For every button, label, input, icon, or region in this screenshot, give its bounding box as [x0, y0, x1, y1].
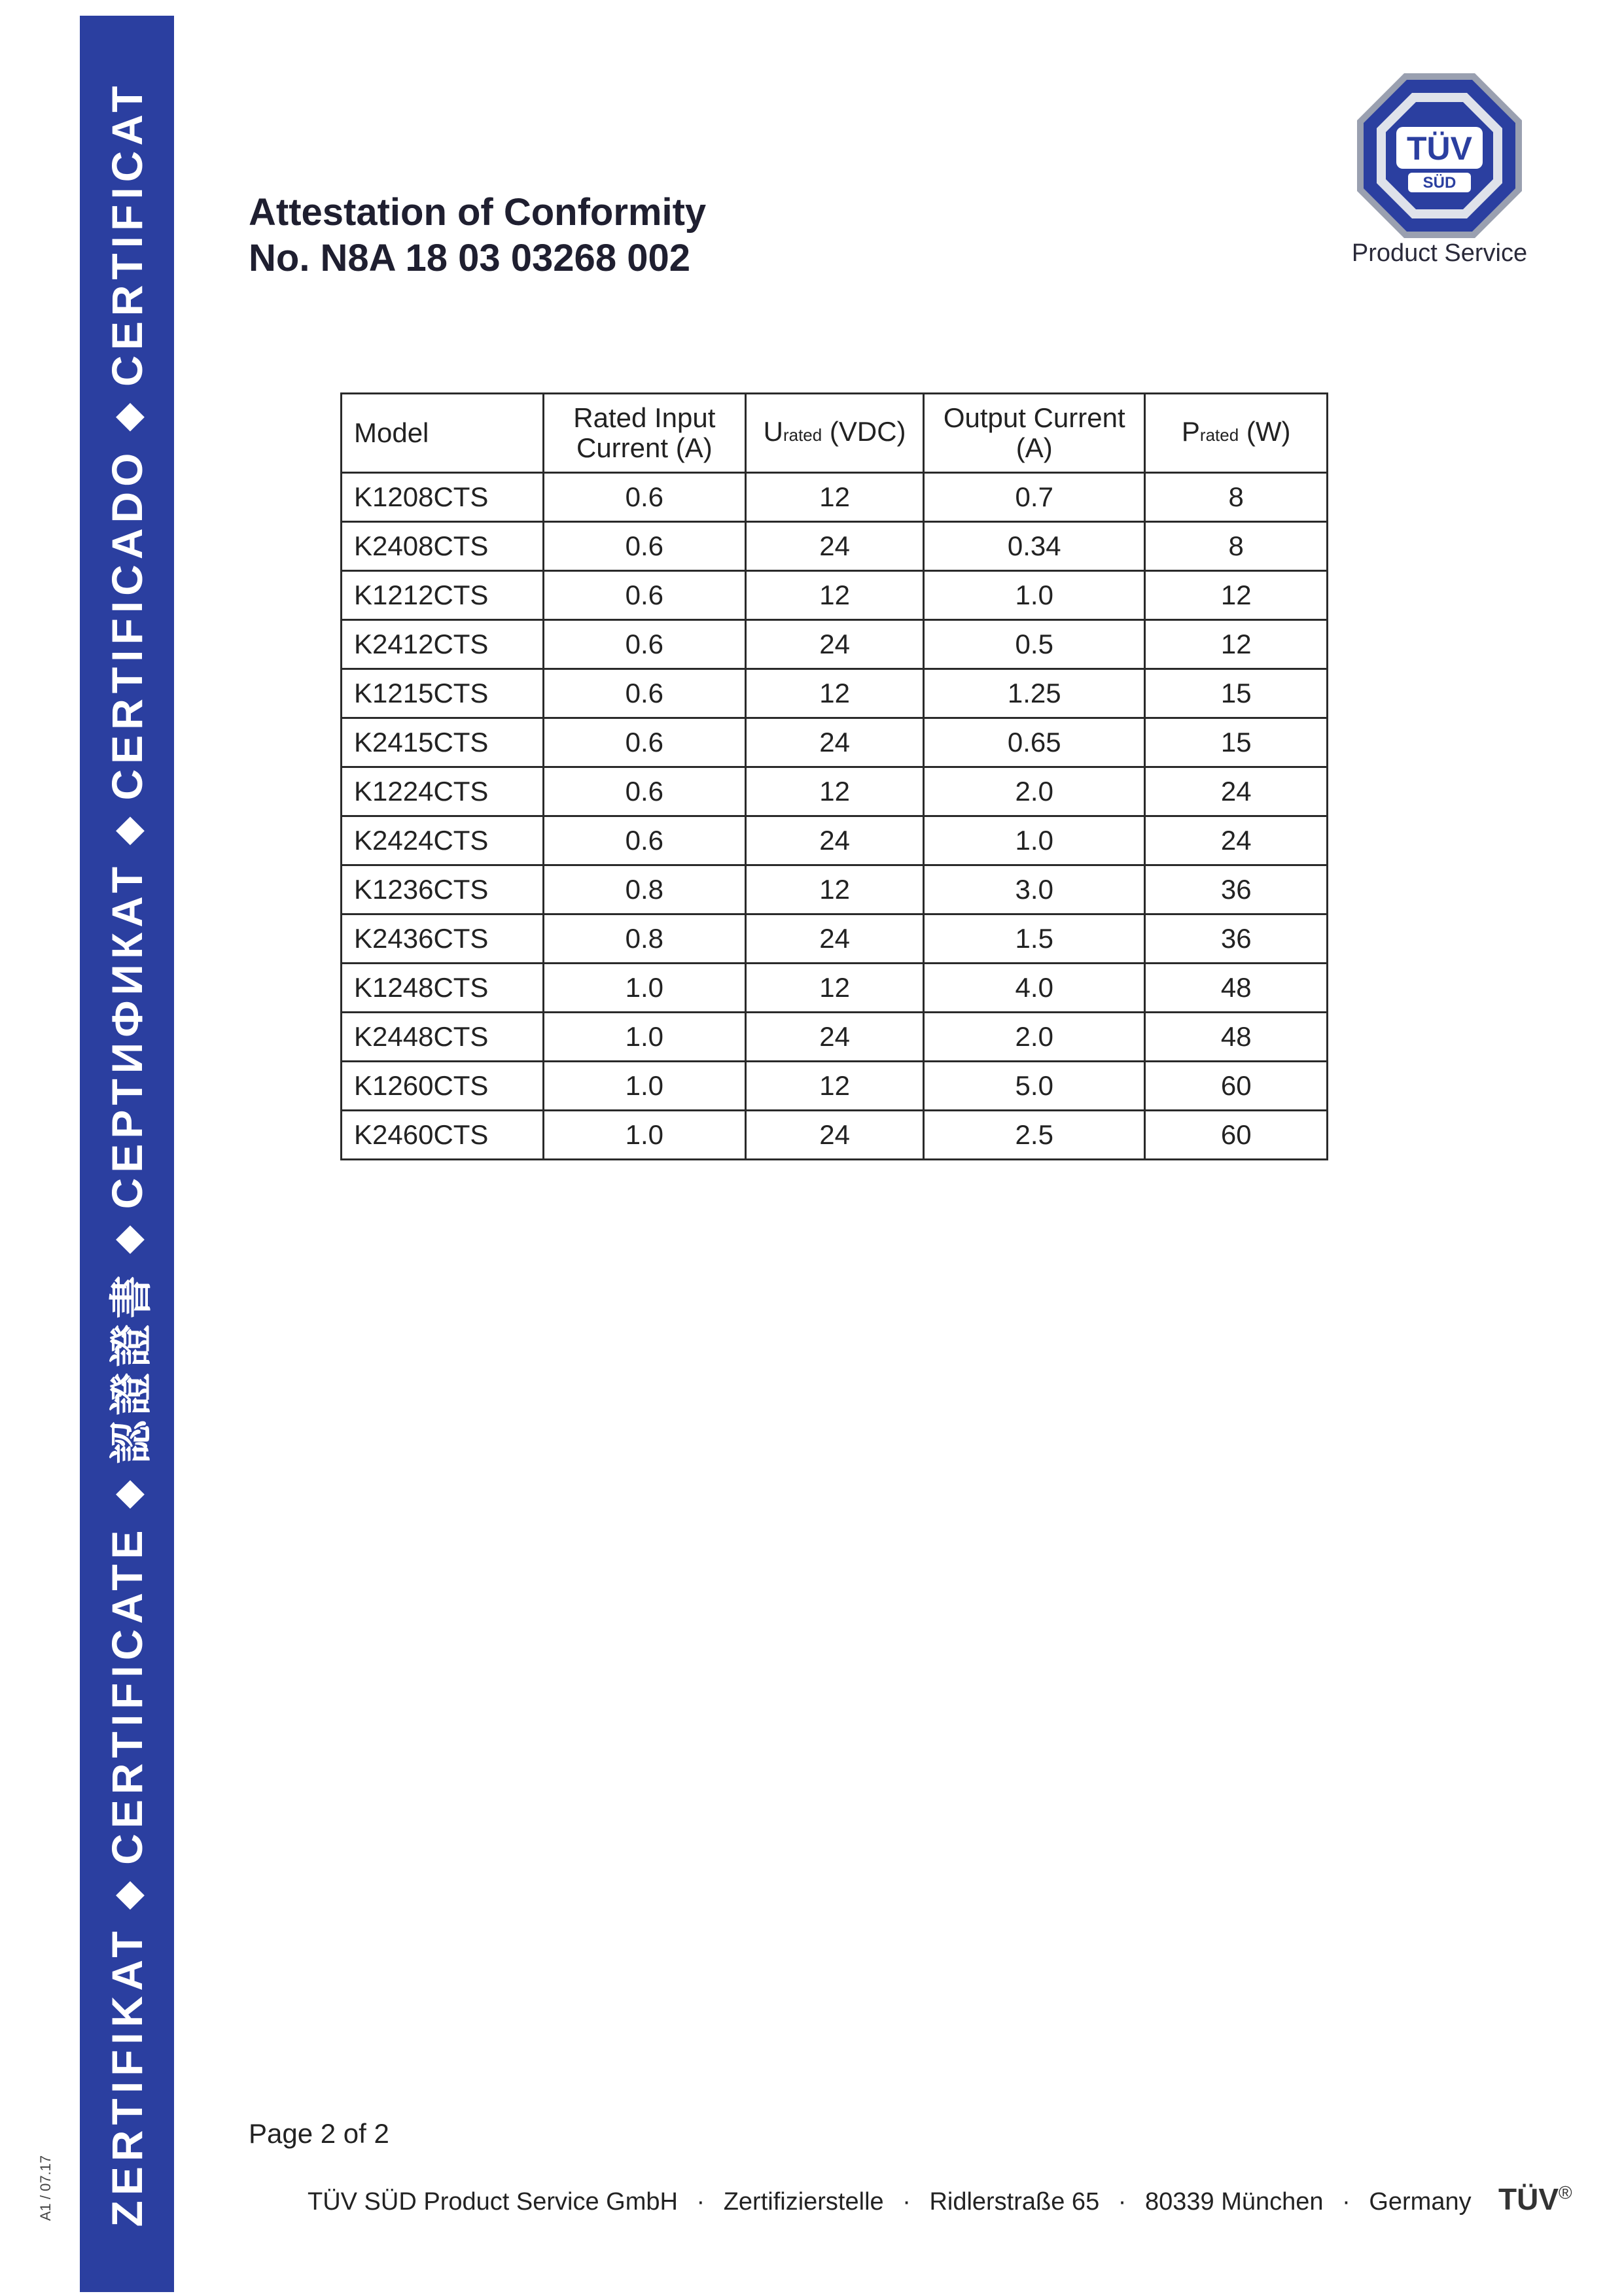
footer-separator: ·: [696, 2188, 705, 2216]
cell-model: K1212CTS: [342, 571, 544, 620]
logo-caption: Product Service: [1351, 239, 1528, 267]
cell-p-rated: 12: [1145, 620, 1328, 669]
cell-rated-input: 0.6: [543, 522, 746, 571]
cell-model: K2436CTS: [342, 914, 544, 964]
cell-model: K2415CTS: [342, 718, 544, 767]
table-row: [342, 914, 1328, 964]
cell-rated-input: 1.0: [543, 1111, 746, 1160]
cell-u-rated: 24: [746, 620, 924, 669]
cell-rated-input: 0.6: [543, 767, 746, 816]
banner-text: [80, 22, 174, 2286]
cell-rated-input: 0.6: [543, 571, 746, 620]
cell-p-rated: 48: [1145, 964, 1328, 1013]
footer-separator: ·: [1342, 2188, 1350, 2216]
cell-output-current: 1.25: [924, 669, 1145, 718]
cell-output-current: 4.0: [924, 964, 1145, 1013]
logo-subtext: SÜD: [1422, 174, 1456, 192]
title-line-1: Attestation of Conformity: [249, 191, 707, 234]
cell-output-current: 0.7: [924, 473, 1145, 522]
table-row: [342, 767, 1328, 816]
cell-rated-input: 0.8: [543, 914, 746, 964]
cell-rated-input: 0.8: [543, 865, 746, 914]
footer-city: 80339 München: [1144, 2188, 1324, 2216]
footer-separator: ·: [902, 2188, 911, 2216]
cell-p-rated: 12: [1145, 571, 1328, 620]
footer-address: [308, 2188, 1472, 2216]
banner-item: CERTIFICATE: [103, 1525, 151, 1865]
page-title: [249, 190, 706, 281]
footer-separator: ·: [1118, 2188, 1127, 2216]
cell-p-rated: 60: [1145, 1062, 1328, 1111]
cell-model: K1208CTS: [342, 473, 544, 522]
certificate-side-banner: [80, 16, 174, 2292]
cell-u-rated: 12: [746, 669, 924, 718]
table-row: [342, 571, 1328, 620]
cell-rated-input: 0.6: [543, 718, 746, 767]
cell-p-rated: 8: [1145, 473, 1328, 522]
cell-p-rated: 15: [1145, 669, 1328, 718]
cell-model: K2448CTS: [342, 1013, 544, 1062]
diamond-icon: ◆: [107, 403, 147, 431]
page-number: Page 2 of 2: [249, 2118, 389, 2149]
header-p-rated: Prated (W): [1145, 394, 1328, 473]
table-row: [342, 473, 1328, 522]
cell-u-rated: 24: [746, 1013, 924, 1062]
cell-u-rated: 12: [746, 571, 924, 620]
diamond-icon: ◆: [107, 817, 147, 845]
cell-output-current: 0.65: [924, 718, 1145, 767]
cell-u-rated: 12: [746, 865, 924, 914]
cell-output-current: 2.0: [924, 1013, 1145, 1062]
cell-p-rated: 36: [1145, 914, 1328, 964]
footer-dept: Zertifizierstelle: [723, 2188, 884, 2216]
cell-rated-input: 1.0: [543, 964, 746, 1013]
cell-model: K2408CTS: [342, 522, 544, 571]
cell-u-rated: 24: [746, 914, 924, 964]
diamond-icon: ◆: [107, 1226, 147, 1253]
table-row: [342, 865, 1328, 914]
cell-model: K1224CTS: [342, 767, 544, 816]
table-row: [342, 1111, 1328, 1160]
cell-output-current: 2.0: [924, 767, 1145, 816]
table-row: [342, 718, 1328, 767]
table-row: [342, 1013, 1328, 1062]
cell-p-rated: 24: [1145, 816, 1328, 865]
banner-item: ZERTIFIKAT: [103, 1926, 151, 2227]
cell-output-current: 3.0: [924, 865, 1145, 914]
cell-p-rated: 48: [1145, 1013, 1328, 1062]
cell-model: K1215CTS: [342, 669, 544, 718]
models-table: [340, 392, 1328, 1160]
cell-output-current: 2.5: [924, 1111, 1145, 1160]
cell-model: K1248CTS: [342, 964, 544, 1013]
cell-model: K2412CTS: [342, 620, 544, 669]
cell-u-rated: 24: [746, 1111, 924, 1160]
footer-country: Germany: [1369, 2188, 1472, 2216]
header-u-rated: Urated (VDC): [746, 394, 924, 473]
tuv-sud-logo-icon: [1354, 71, 1525, 241]
cell-model: K2460CTS: [342, 1111, 544, 1160]
footer-street: Ridlerstraße 65: [929, 2188, 1100, 2216]
logo-text: TÜV: [1407, 130, 1472, 167]
cell-p-rated: 8: [1145, 522, 1328, 571]
cell-u-rated: 12: [746, 473, 924, 522]
cell-output-current: 0.34: [924, 522, 1145, 571]
footer-tuv-mark: TÜV®: [1498, 2182, 1572, 2216]
cell-p-rated: 60: [1145, 1111, 1328, 1160]
cell-u-rated: 24: [746, 816, 924, 865]
header-output-current: Output Current (A): [924, 394, 1145, 473]
title-line-2: No. N8A 18 03 03268 002: [249, 237, 690, 279]
cell-u-rated: 12: [746, 767, 924, 816]
table-row: [342, 522, 1328, 571]
cell-rated-input: 1.0: [543, 1013, 746, 1062]
table-header-row: [342, 394, 1328, 473]
footer-company: TÜV SÜD Product Service GmbH: [308, 2188, 678, 2216]
cell-rated-input: 0.6: [543, 669, 746, 718]
table-row: [342, 620, 1328, 669]
cell-output-current: 5.0: [924, 1062, 1145, 1111]
cell-model: K1260CTS: [342, 1062, 544, 1111]
cell-model: K2424CTS: [342, 816, 544, 865]
table-row: [342, 1062, 1328, 1111]
cell-u-rated: 24: [746, 522, 924, 571]
cell-rated-input: 0.6: [543, 816, 746, 865]
table-body: [342, 473, 1328, 1160]
cell-model: K1236CTS: [342, 865, 544, 914]
cell-p-rated: 24: [1145, 767, 1328, 816]
cell-u-rated: 12: [746, 1062, 924, 1111]
table-row: [342, 816, 1328, 865]
cell-u-rated: 12: [746, 964, 924, 1013]
cell-u-rated: 24: [746, 718, 924, 767]
header-model: Model: [342, 394, 544, 473]
cell-rated-input: 1.0: [543, 1062, 746, 1111]
cell-rated-input: 0.6: [543, 620, 746, 669]
header-rated-input: Rated Input Current (A): [543, 394, 746, 473]
cell-p-rated: 36: [1145, 865, 1328, 914]
cell-output-current: 1.0: [924, 571, 1145, 620]
table-row: [342, 964, 1328, 1013]
cell-p-rated: 15: [1145, 718, 1328, 767]
cell-output-current: 1.5: [924, 914, 1145, 964]
table-row: [342, 669, 1328, 718]
cell-output-current: 0.5: [924, 620, 1145, 669]
diamond-icon: ◆: [107, 1480, 147, 1508]
cell-output-current: 1.0: [924, 816, 1145, 865]
diamond-icon: ◆: [107, 1881, 147, 1909]
banner-item: CERTIFICAT: [103, 80, 151, 387]
banner-item: 認證證書: [106, 1270, 155, 1464]
banner-item: CERTIFICADO: [103, 447, 151, 801]
cell-rated-input: 0.6: [543, 473, 746, 522]
banner-item: СЕРТИФИКАТ: [103, 861, 151, 1209]
form-code: A1 / 07.17: [37, 2155, 54, 2221]
